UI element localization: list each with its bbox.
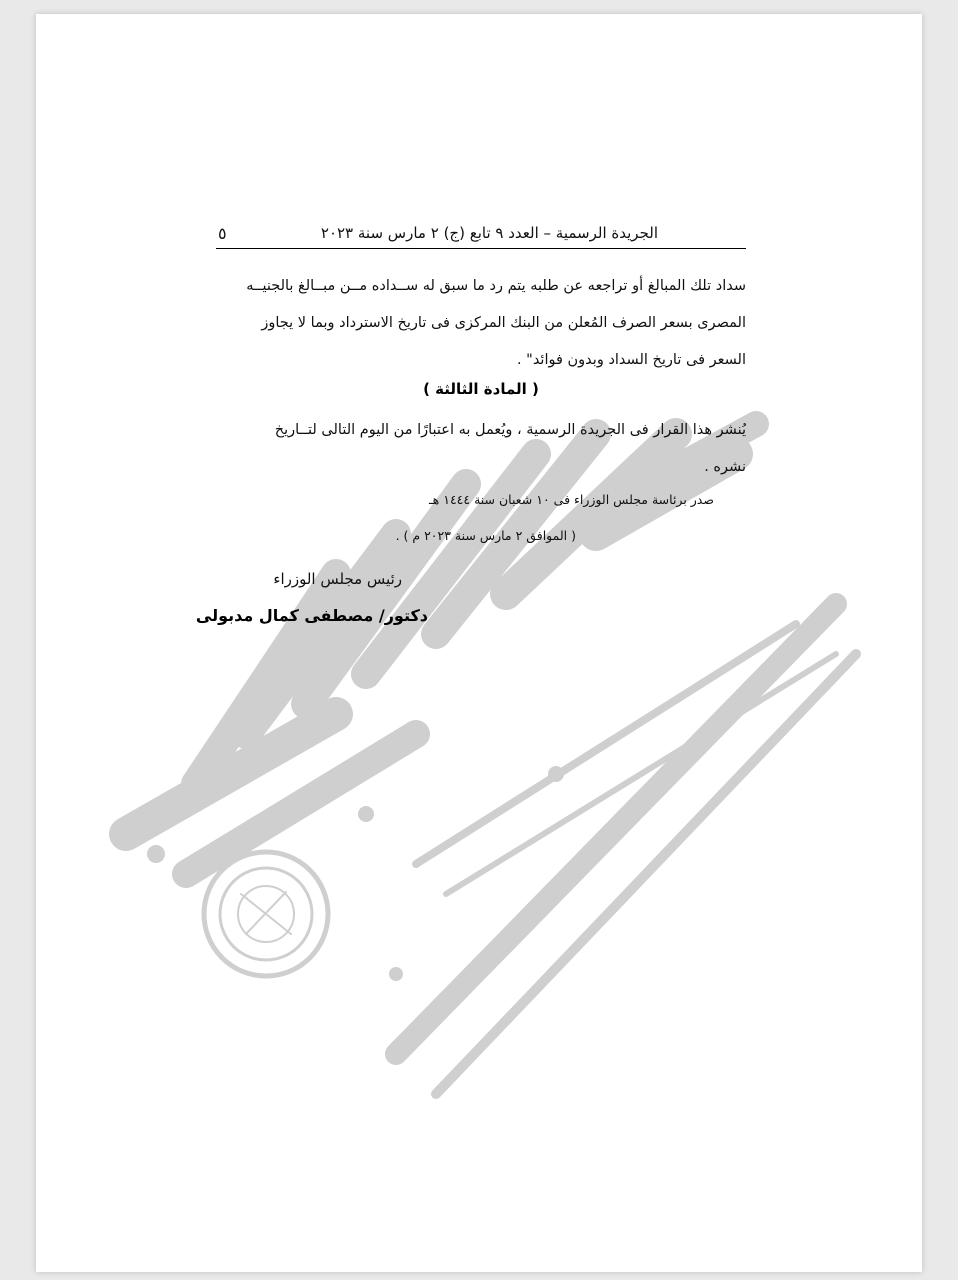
publisher-seal-watermark-icon <box>36 14 922 1272</box>
paragraph-1-line: السعر فى تاريخ السداد وبدون فوائد" . <box>516 352 746 368</box>
paragraph-2-line: نشره . <box>704 459 746 475</box>
issuance-date-gregorian: ( الموافق ٢ مارس سنة ٢٠٢٣ م ) . <box>395 528 576 543</box>
running-header <box>216 220 746 249</box>
page-number: ٥ <box>218 224 227 243</box>
paragraph-2 <box>216 412 746 486</box>
signatory-title: رئيس مجلس الوزراء <box>273 570 402 588</box>
paragraph-1-line: سداد تلك المبالغ أو تراجعه عن طلبه يتم رد ما سبق له ســداده مــن مبــالغ بالجنيــه <box>246 278 746 294</box>
document-page <box>36 14 922 1272</box>
paragraph-1-line: المصرى بسعر الصرف المُعلن من البنك المركزى فى تاريخ الاسترداد وبما لا يجاوز <box>261 315 746 331</box>
article-heading: ( المادة الثالثة ) <box>423 380 539 398</box>
signatory-name: دكتور/ مصطفى كمال مدبولى <box>195 606 428 625</box>
header-title: الجريدة الرسمية – العدد ٩ تابع (ج) ٢ مارس سنة ٢٠٢٣ <box>320 224 658 242</box>
issuance-date-hijri: صدر برئاسة مجلس الوزراء فى ١٠ شعبان سنة ١٤٤٤ هـ <box>429 492 714 507</box>
paragraph-2-line: يُنشر هذا القرار فى الجريدة الرسمية ، ويُعمل به اعتبارًا من اليوم التالى لتــاريخ <box>274 422 746 438</box>
paragraph-1 <box>216 268 746 379</box>
